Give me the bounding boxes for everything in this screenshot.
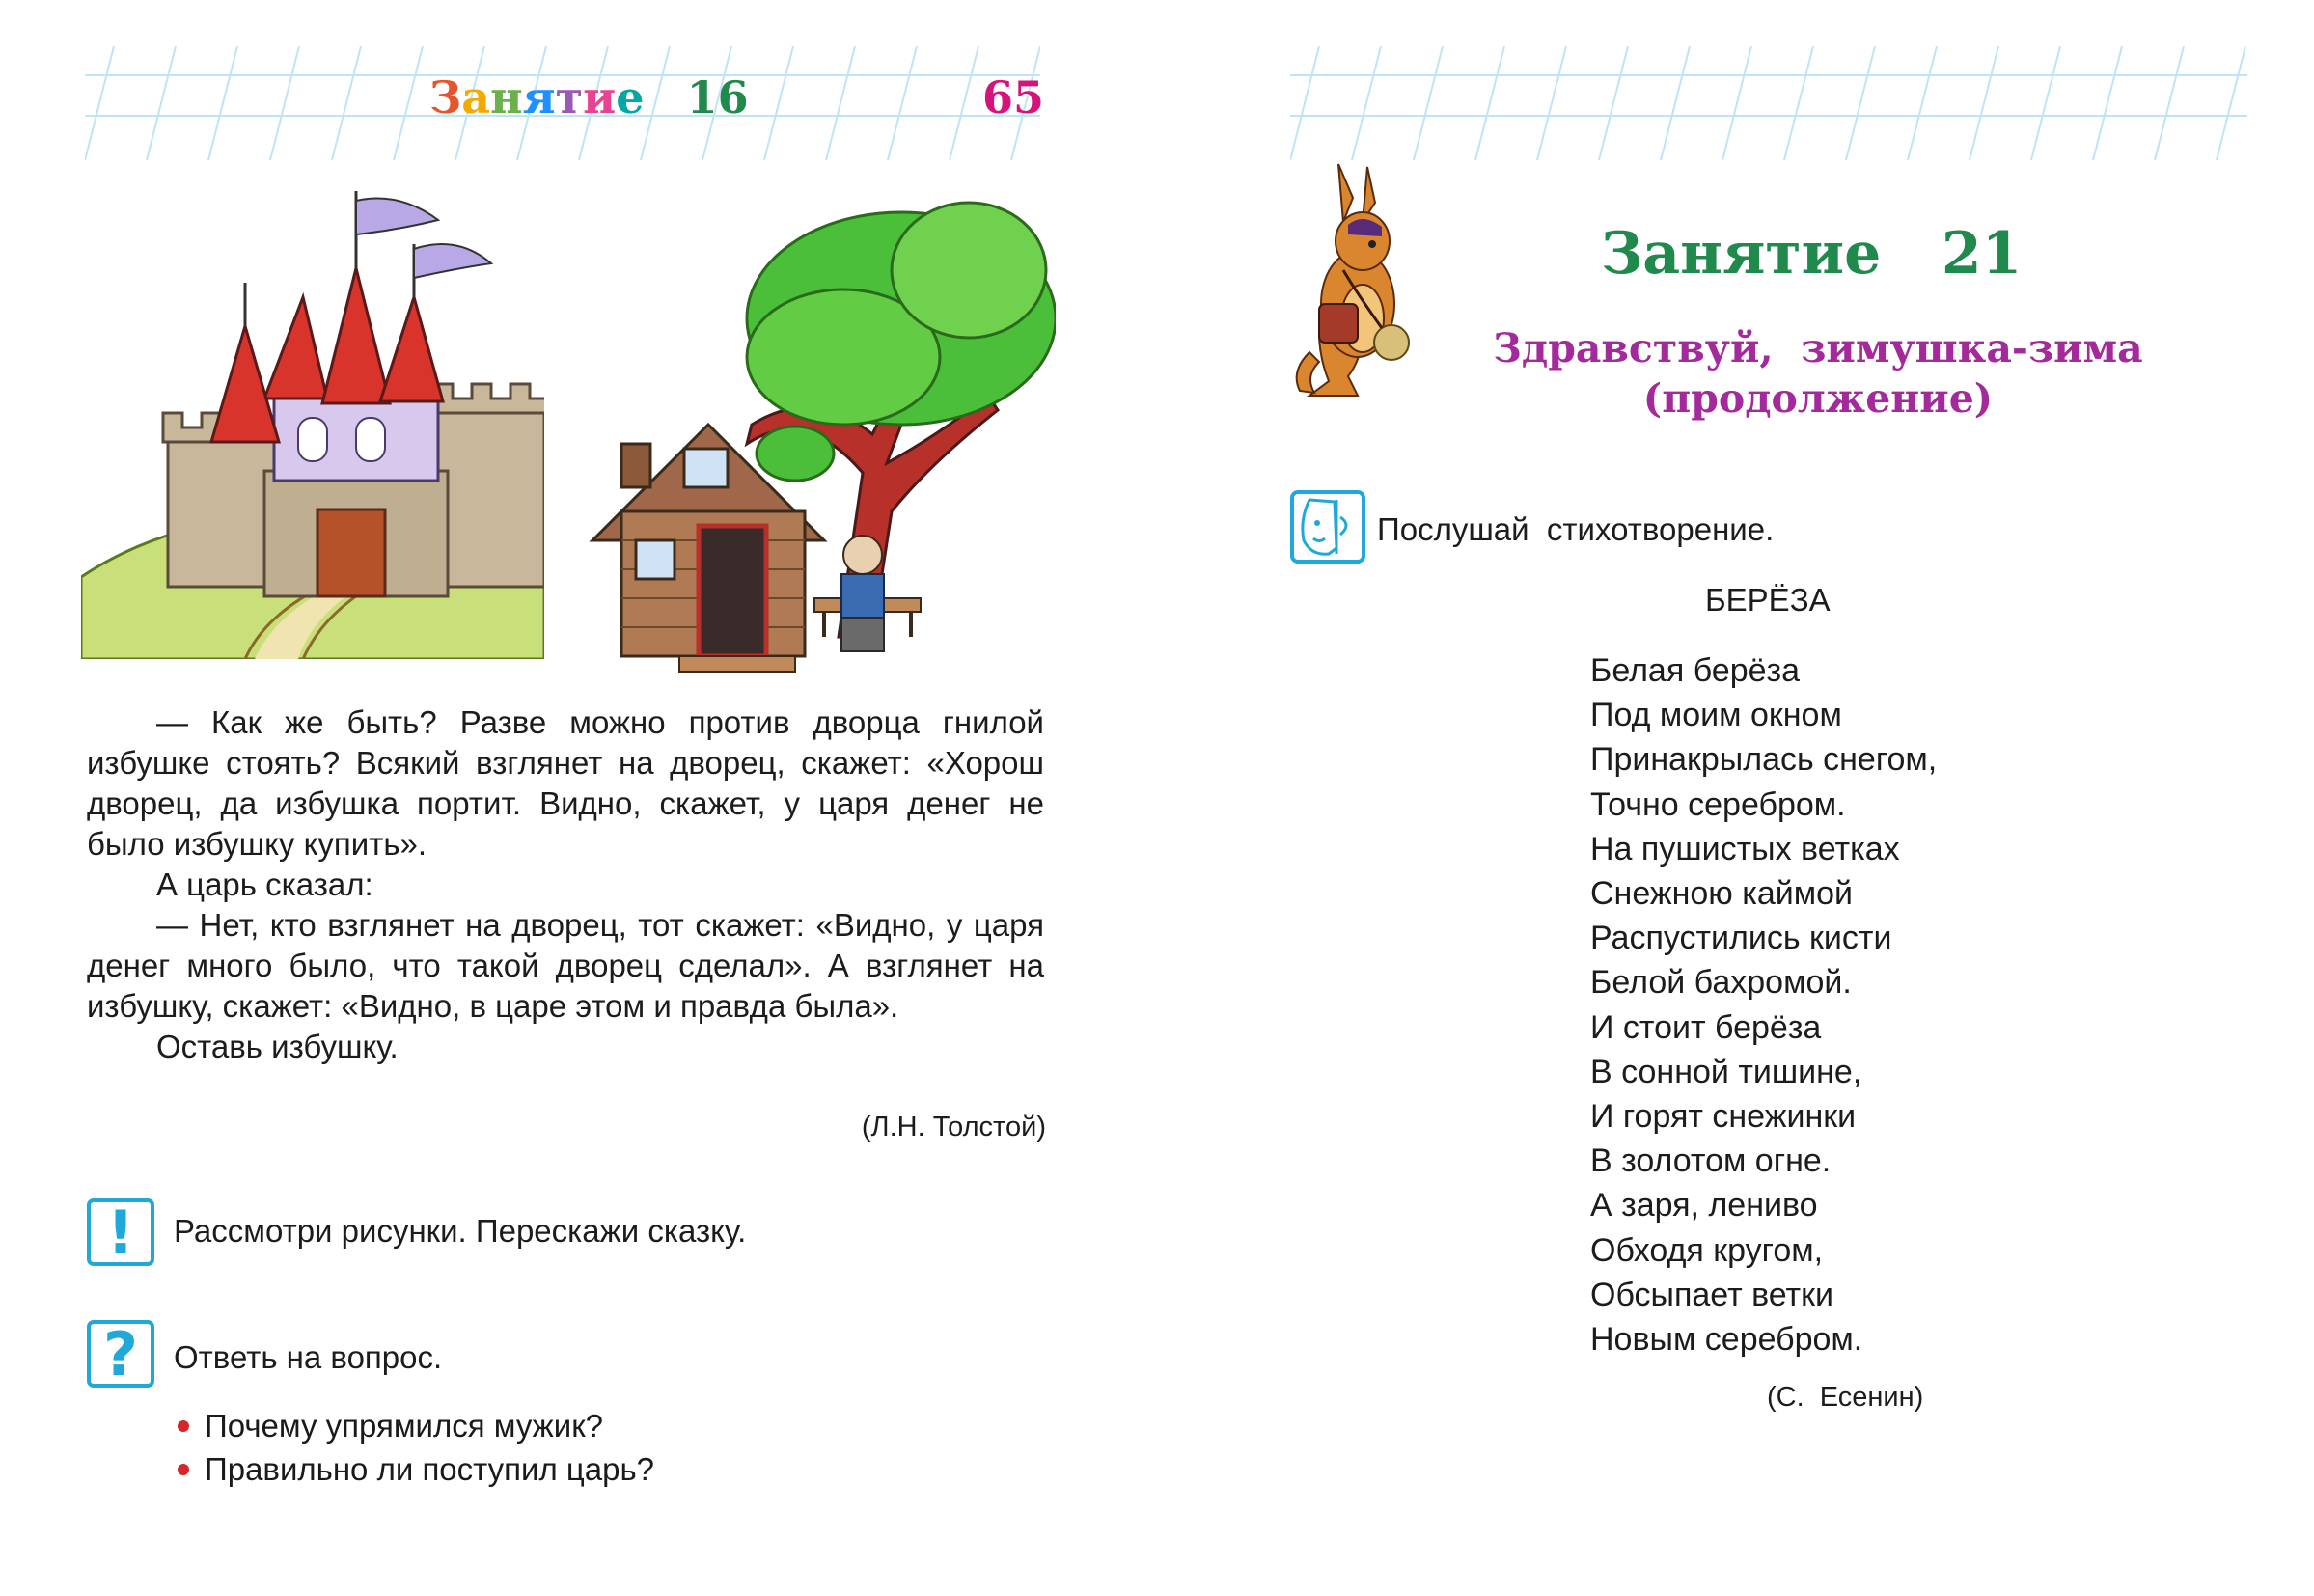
header-ruling (1290, 46, 2247, 162)
poem-line: Распустились кисти (1590, 920, 1892, 957)
lesson-word-letter: З (429, 71, 462, 124)
lesson-word-letter: н (490, 71, 523, 124)
story-paragraph: — Нет, кто взглянет на дворец, тот скажет: «Видно, у царя денег много было, что такой дворец сделал». А взглянет на избушку, скажет: «Видно, в царе этом и правда была». (87, 907, 1044, 1024)
poem-line: Точно серебром. (1590, 785, 1846, 823)
task-instruction: Ответь на вопрос. (174, 1339, 443, 1375)
poem-line: Снежною каймой (1590, 875, 1854, 913)
exclamation-icon: ! (87, 1198, 154, 1266)
page-number: 65 (982, 71, 1045, 124)
poem-line: Под моим окном (1590, 697, 1842, 734)
poem-line: В сонной тишине, (1590, 1053, 1862, 1090)
story-paragraph: — Как же быть? Разве можно против дворца гнилой избушке стоять? Всякий взглянет на дворец, скажет: «Хорош дворец, да избушка портит. Видно, скажет, у царя денег не было избушку купить». (87, 704, 1044, 862)
hut-with-tree-illustration (583, 183, 1056, 675)
poem (1590, 648, 1937, 1362)
lesson-word-colored (429, 71, 645, 124)
lesson-subtitle (1437, 323, 2199, 424)
lesson-word-letter: т (555, 71, 584, 124)
listen-instruction: Послушай стихотворение. (1377, 511, 1775, 547)
list-item: Правильно ли поступил царь? (174, 1447, 654, 1491)
lesson-word-letter: а (461, 71, 490, 124)
poem-line: Обходя кругом, (1590, 1231, 1824, 1269)
question-icon: ? (87, 1320, 154, 1388)
story-text (87, 702, 1044, 1067)
poem-line: Белая берёза (1590, 652, 1801, 689)
poem-line: На пушистых ветках (1590, 830, 1900, 867)
poem-line: Белой бахромой. (1590, 964, 1852, 1002)
lesson-title: Занятие 21 (1601, 220, 2023, 288)
subtitle-line: (продолжение) (1642, 375, 1994, 422)
list-item: Почему упрямился мужик? (174, 1404, 654, 1447)
task-instruction: Рассмотри рисунки. Перескажи сказку. (174, 1213, 747, 1249)
poem-line: Обсыпает ветки (1590, 1276, 1833, 1313)
poem-line: И горят снежинки (1590, 1098, 1857, 1136)
subtitle-line: Здравствуй, зимушка-зима (1493, 325, 2143, 371)
story-paragraph: Оставь избушку. (156, 1029, 399, 1064)
poem-line: И стоит берёза (1590, 1008, 1822, 1046)
poem-line: Новым серебром. (1590, 1321, 1863, 1359)
right-page (1157, 0, 2314, 1596)
kangaroo-mascot-icon (1290, 159, 1416, 400)
poem-line: А заря, лениво (1590, 1187, 1818, 1225)
listen-icon (1290, 490, 1365, 564)
question-list (174, 1404, 654, 1491)
poem-title: БЕРЁЗА (1705, 582, 1831, 618)
lesson-word-letter: и (583, 71, 617, 124)
lesson-header (429, 71, 749, 124)
story-paragraph: А царь сказал: (156, 867, 373, 902)
lesson-word-letter: я (522, 71, 556, 124)
lesson-word-letter: е (616, 71, 645, 124)
poem-line: Принакрылась снегом, (1590, 741, 1938, 779)
poem-line: В золотом огне. (1590, 1142, 1832, 1180)
lesson-number: 16 (686, 71, 749, 124)
castle-illustration (81, 181, 544, 659)
poem-author: (С. Есенин) (1767, 1382, 1924, 1413)
story-author: (Л.Н. Толстой) (861, 1112, 1046, 1142)
